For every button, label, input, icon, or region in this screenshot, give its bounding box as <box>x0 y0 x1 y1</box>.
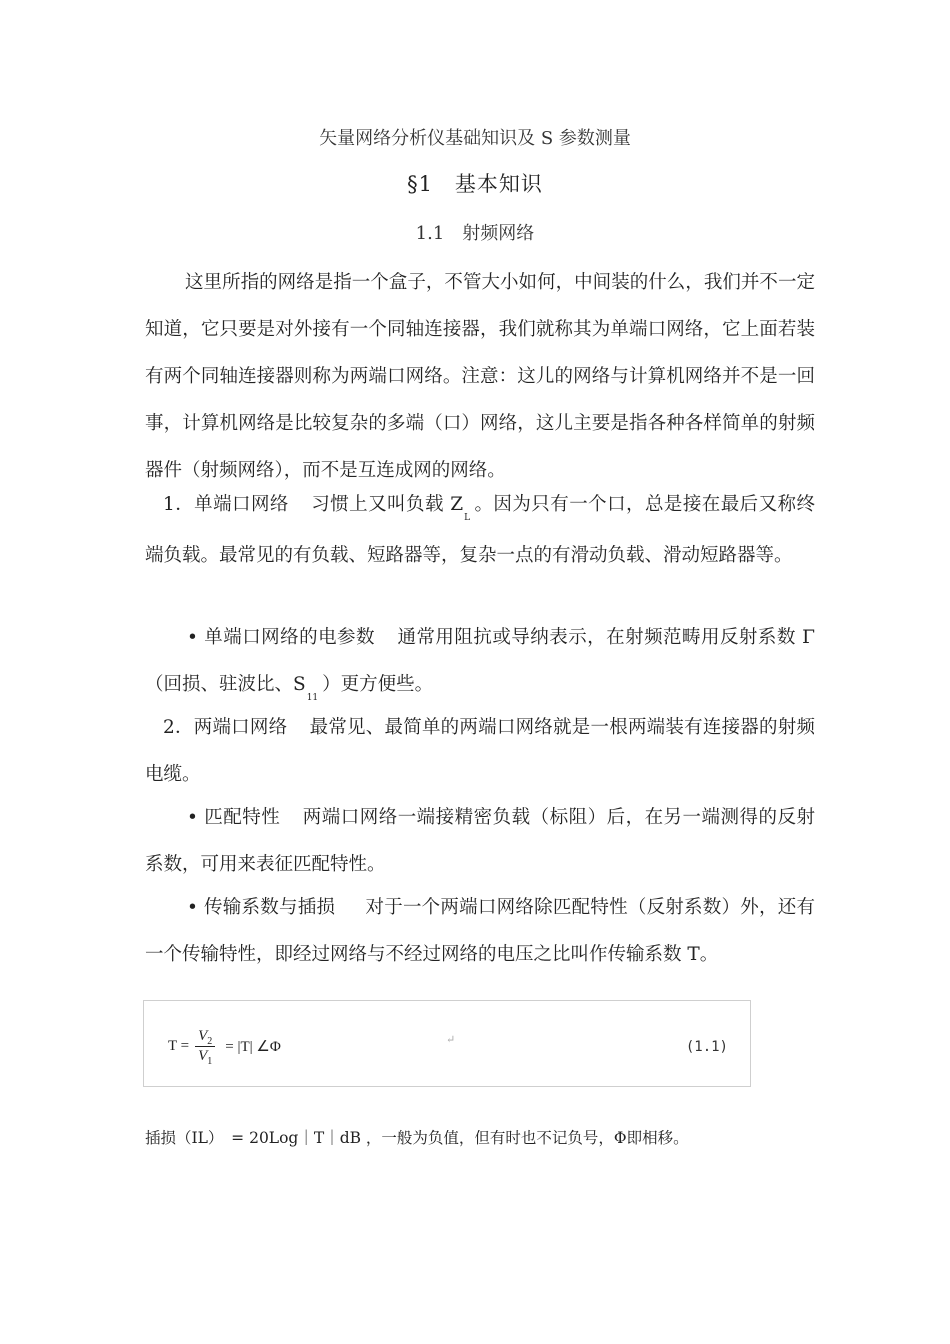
s11-subscript: 11 <box>306 693 319 703</box>
numerator-subscript: 2 <box>207 1035 213 1047</box>
transmission-formula <box>168 1021 285 1071</box>
formula-box <box>143 1000 751 1087</box>
denominator-symbol: V <box>198 1047 208 1064</box>
formula-denominator <box>195 1047 215 1065</box>
subsection-heading: 1.1 射频网络 <box>415 223 535 244</box>
paragraph-transmission <box>145 884 815 978</box>
one-port-heading: 1．单端口网络 <box>163 494 289 515</box>
one-port-params-text-b: ）更方便些。 <box>322 674 434 695</box>
formula-numerator <box>195 1028 215 1047</box>
one-port-text-a: 习惯上又叫负载 Z <box>310 494 464 515</box>
transmission-heading: • 传输系数与插损 <box>187 897 336 918</box>
document-title: 矢量网络分析仪基础知识及 S 参数测量 <box>319 128 631 149</box>
numerator-symbol: V <box>198 1027 208 1044</box>
paragraph-two-port <box>145 704 815 798</box>
formula-fraction <box>195 1028 215 1065</box>
matching-heading: • 匹配特性 <box>187 807 281 828</box>
paragraph-network-intro: 这里所指的网络是指一个盒子，不管大小如何，中间装的什么，我们并不一定知道，它只要是对外接有一个同轴连接器，我们就称其为单端口网络，它上面若装有两个同轴连接器则称为两端口网络。注意：这儿的网络与计算机网络并不是一回事，计算机网络是比较复杂的多端（口）网络，这儿主要是指各种各样简单的射频器件（射频网络），而不是互连成网的网络。 <box>145 272 815 481</box>
paragraph-matching <box>145 794 815 888</box>
formula-rhs: = |T| ∠Φ <box>225 1038 281 1055</box>
section-heading: §1 基本知识 <box>407 172 543 196</box>
denominator-subscript: 1 <box>207 1055 213 1067</box>
load-subscript: L <box>464 513 471 523</box>
formula-lhs: T = <box>168 1037 190 1054</box>
equation-number: (1.1) <box>685 1039 728 1055</box>
two-port-text: 最常见、最简单的两端口网络就是一根两端装有连接器的射频电缆。 <box>145 717 815 785</box>
return-mark-icon: ↵ <box>446 1033 456 1046</box>
matching-text: 两端口网络一端接精密负载（标阻）后，在另一端测得的反射系数，可用来表征匹配特性。 <box>145 807 815 875</box>
one-port-params-heading: • 单端口网络的电参数 <box>187 627 375 648</box>
transmission-text: 对于一个两端口网络除匹配特性（反射系数）外，还有一个传输特性，即经过网络与不经过网络的电压之比叫作传输系数 T。 <box>145 897 815 965</box>
one-port-params-text-a: 通常用阻抗或导纳表示，在射频范畴用反射系数 Γ（回损、驻波比、S <box>145 627 816 695</box>
two-port-heading: 2．两端口网络 <box>163 717 288 738</box>
insertion-loss-line: 插损（IL） = 20Log｜T｜dB ，一般为负值，但有时也不记负号，Φ即相移。 <box>145 1129 689 1147</box>
one-port-text-b: 。因为只有一个口，总是接在最后又称终端负载。最常见的有负载、短路器等，复杂一点的有滑动负载、滑动短路器等。 <box>145 494 815 566</box>
paragraph-one-port-params <box>145 614 815 712</box>
paragraph-one-port <box>145 481 815 579</box>
